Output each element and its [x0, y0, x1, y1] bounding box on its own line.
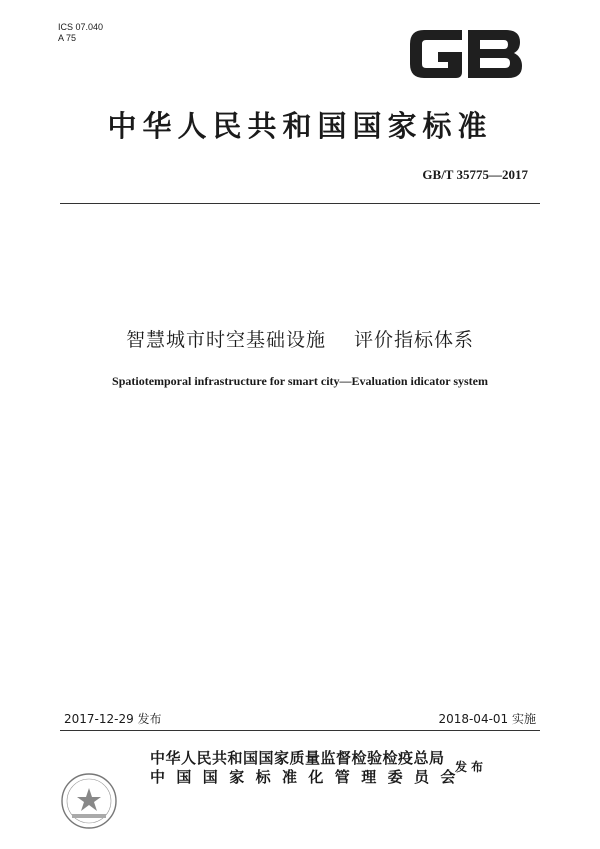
ics-code: ICS 07.040 [58, 22, 104, 32]
title-cn-part1: 智慧城市时空基础设施 [125, 329, 326, 351]
document-title-en: Spatiotemporal infrastructure for smart city—Evaluation idicator system [112, 374, 488, 388]
issuer-aqsiq: 中华人民共和国国家质量监督检验检疫总局 [150, 749, 445, 767]
top-divider [60, 203, 540, 204]
standard-category-title: 中华人民共和国国家标准 [107, 109, 493, 143]
issuer-sac: 中国国家标准化管理委员会 [150, 768, 467, 786]
bottom-divider [60, 730, 540, 731]
title-cn-part2: 评价指标体系 [354, 329, 475, 351]
gb-logo [404, 18, 526, 90]
classification-codes [58, 22, 103, 44]
official-seal-stamp [58, 770, 120, 832]
standard-code: GB/T 35775—2017 [422, 167, 528, 182]
release-label: 发布 [455, 760, 488, 774]
issue-date: 2017-12-29 发布 [64, 712, 162, 726]
document-title-cn [0, 325, 600, 352]
implementation-date: 2018-04-01 实施 [438, 712, 536, 726]
ccs-code: A 75 [58, 33, 77, 43]
